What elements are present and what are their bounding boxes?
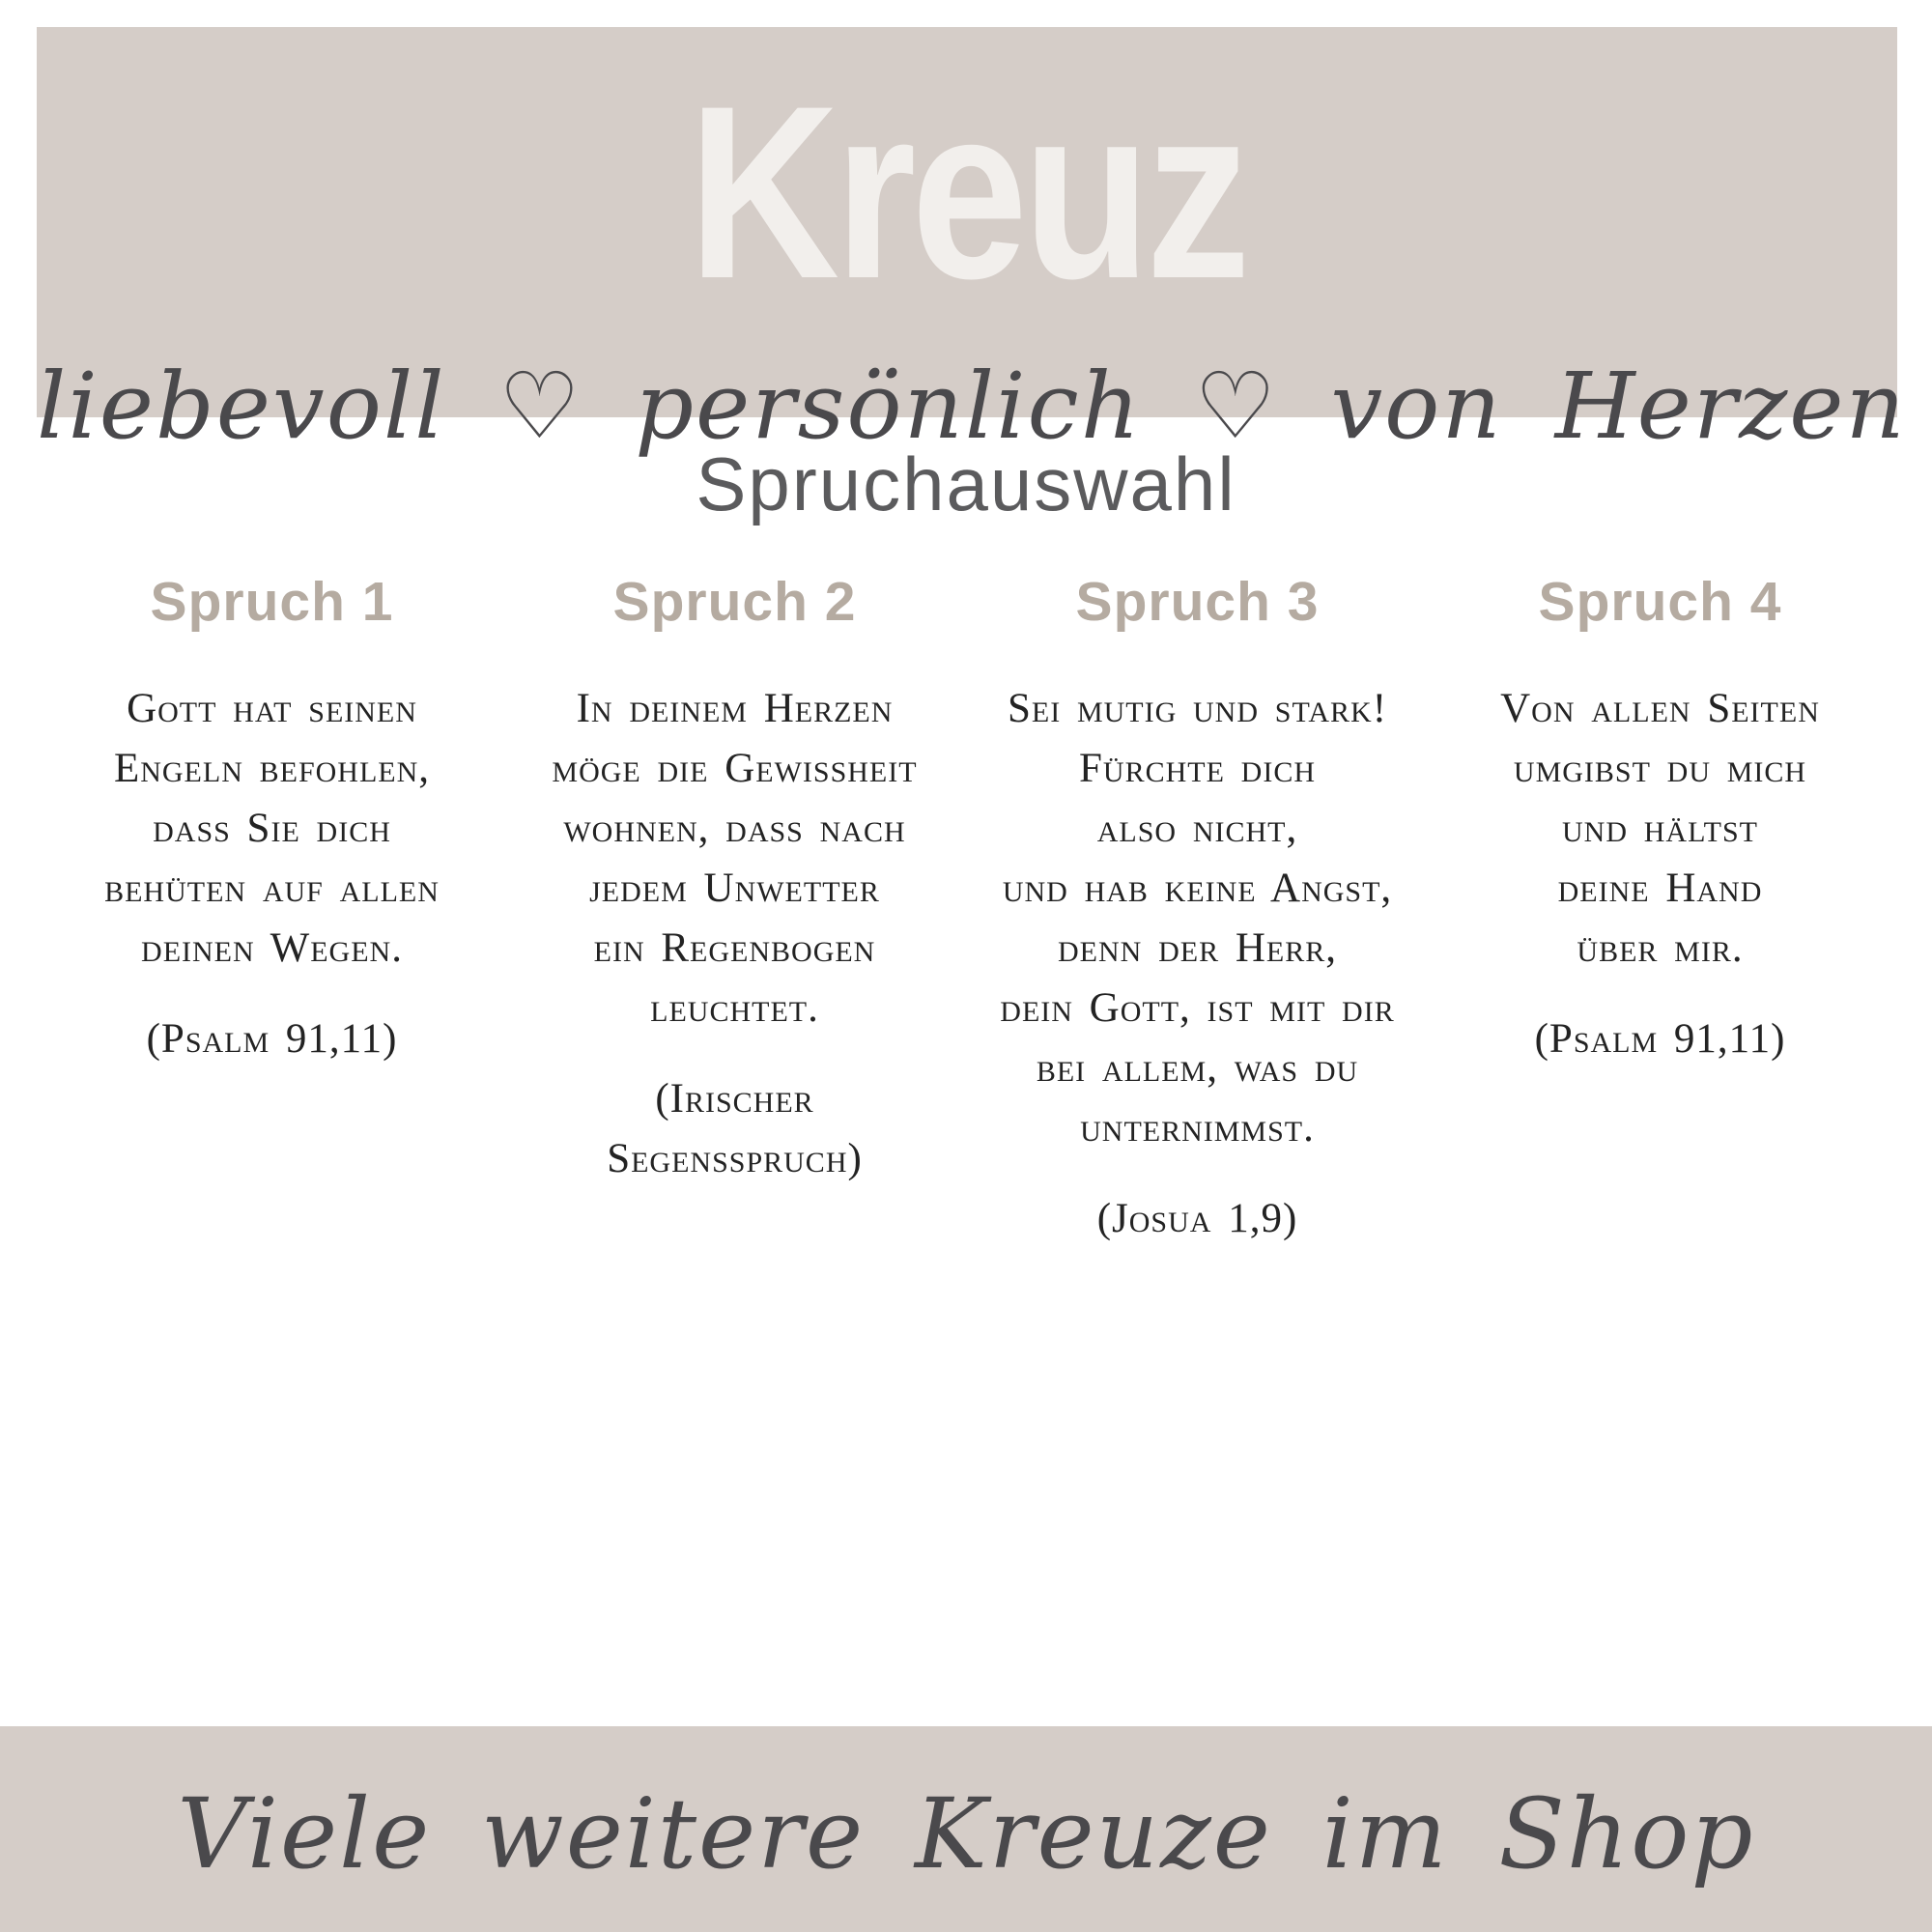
quote-reference-line: (Psalm 91,11) [146, 1015, 398, 1062]
quote-line: unternimmst. [1080, 1104, 1315, 1151]
quote-reference-line: (Josua 1,9) [1096, 1195, 1298, 1241]
quote-line: und hab keine Angst, [1002, 865, 1393, 911]
quote-column-title: Spruch 4 [1538, 571, 1782, 633]
quote-line: dein Gott, ist mit dir [1000, 984, 1395, 1031]
kreuz-watermark-title: Kreuz [688, 55, 1246, 330]
quote-line: jedem Unwetter [589, 865, 880, 911]
quote-line: ein Regenbogen [593, 924, 876, 971]
footer-banner [0, 1726, 1932, 1932]
quote-line: also nicht, [1096, 805, 1298, 851]
quote-reference-line: Segensspruch) [607, 1135, 863, 1181]
quote-reference-line: (Psalm 91,11) [1534, 1015, 1786, 1062]
quote-column [980, 572, 1415, 1249]
quote-reference [54, 1009, 490, 1069]
quote-column-title: Spruch 1 [150, 571, 394, 633]
quote-line: deine Hand [1557, 865, 1763, 911]
quote-line: behüten auf allen [104, 865, 440, 911]
quote-line: denn der Herr, [1058, 924, 1337, 971]
quote-line: dass Sie dich [153, 805, 391, 851]
page-title: Spruchauswahl [696, 441, 1236, 526]
header-tagline-script: liebevoll ♡ persönlich ♡ von Herzen [37, 354, 1907, 460]
quote-reference [1442, 1009, 1878, 1069]
quote-line: wohnen, dass nach [563, 805, 906, 851]
quote-line: und hältst [1562, 805, 1758, 851]
quote-line: möge die Gewissheit [552, 745, 918, 791]
quote-text [980, 679, 1415, 1158]
quote-line: über mir. [1577, 924, 1744, 971]
quote-line: Sei mutig und stark! [1007, 685, 1388, 731]
quote-text [517, 679, 952, 1038]
quote-columns [0, 572, 1932, 1249]
quote-reference-line: (Irischer [655, 1075, 814, 1122]
quote-column [54, 572, 490, 1249]
quote-line: Gott hat seinen [127, 685, 417, 731]
footer-script: Viele weitere Kreuze im Shop [177, 1777, 1755, 1890]
quote-line: umgibst du mich [1513, 745, 1807, 791]
quote-text [1442, 679, 1878, 979]
quote-line: In deinem Herzen [576, 685, 894, 731]
quote-reference [980, 1189, 1415, 1249]
quote-line: deinen Wegen. [141, 924, 403, 971]
quote-column [1442, 572, 1878, 1249]
quote-reference [517, 1069, 952, 1189]
quote-line: leuchtet. [650, 984, 819, 1031]
quote-text [54, 679, 490, 979]
quote-line: Fürchte dich [1079, 745, 1316, 791]
quote-column-title: Spruch 2 [612, 571, 857, 633]
quote-line: Von allen Seiten [1500, 685, 1820, 731]
header-banner [37, 27, 1907, 460]
quote-column-title: Spruch 3 [1075, 571, 1320, 633]
quote-column [517, 572, 952, 1249]
quote-line: bei allem, was du [1036, 1044, 1359, 1091]
quote-line: Engeln befohlen, [113, 745, 431, 791]
